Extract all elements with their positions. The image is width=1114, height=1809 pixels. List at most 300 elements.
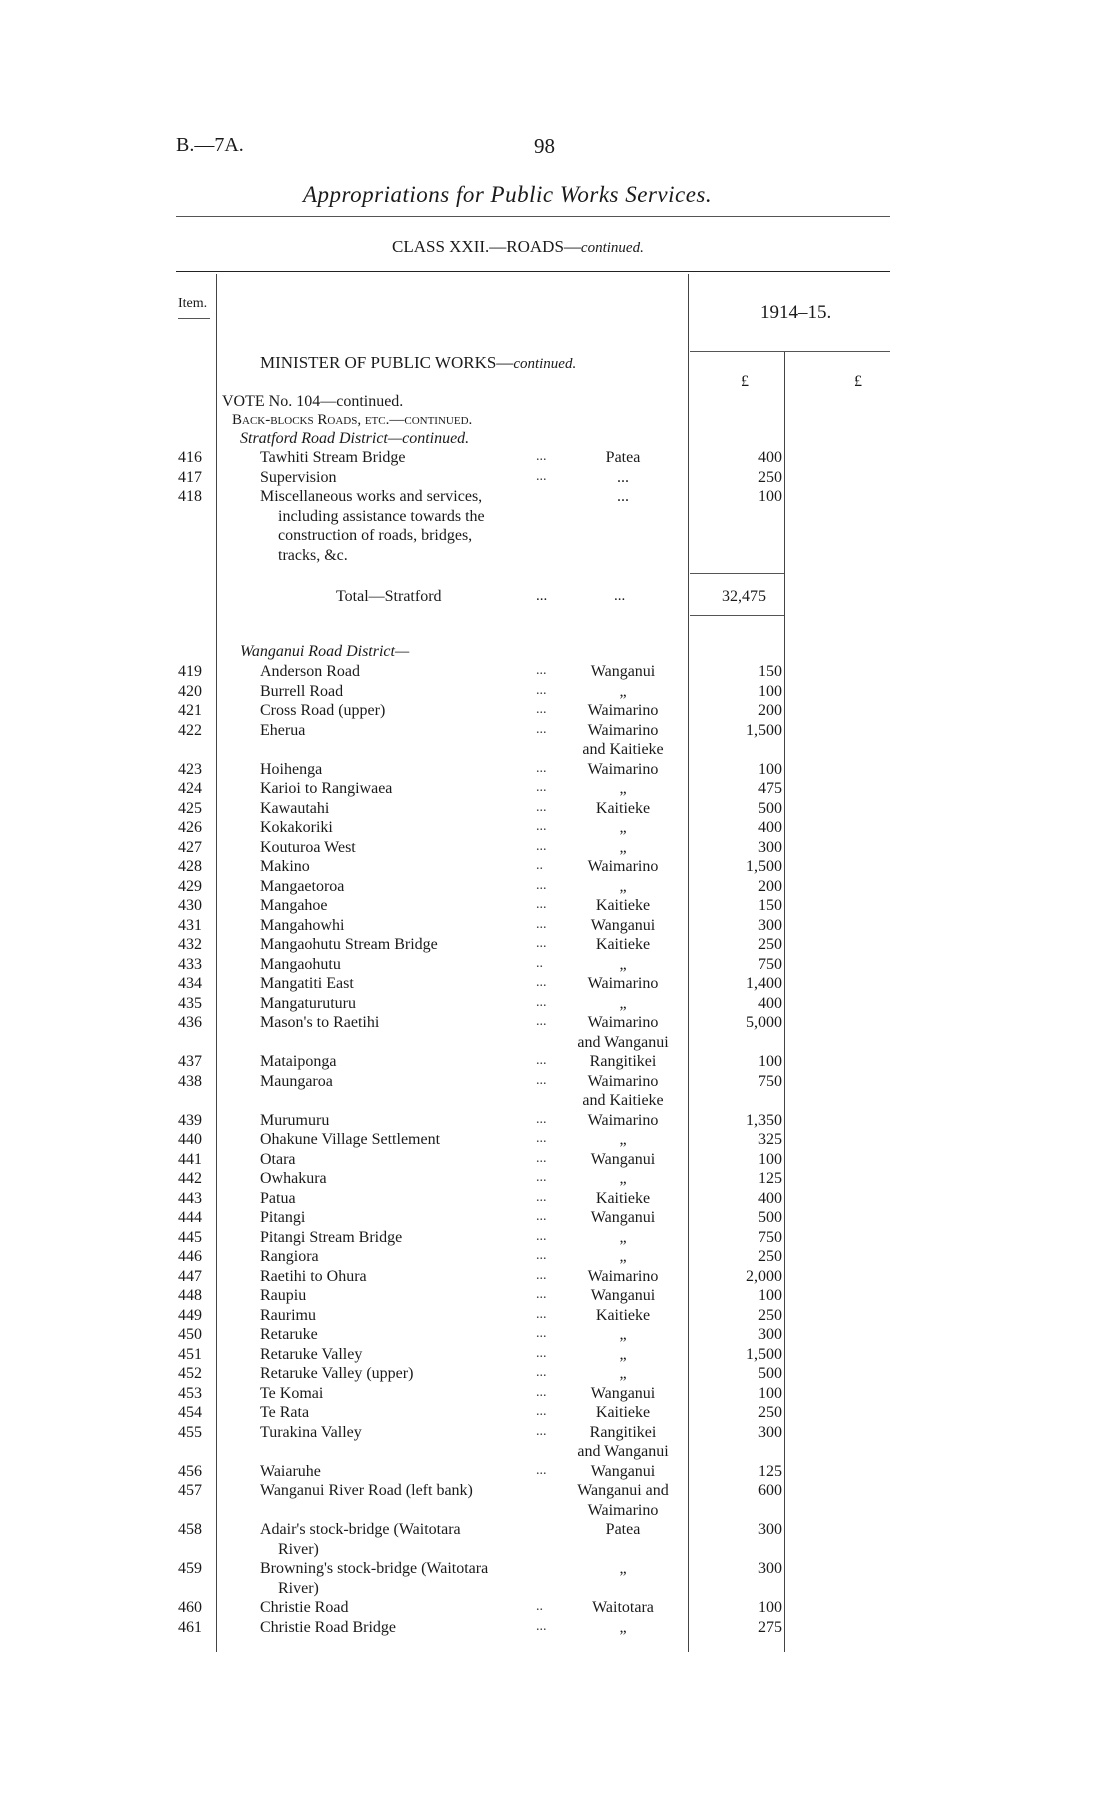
item-amount: 475 [758,780,782,797]
item-number: 446 [178,1248,202,1265]
item-amount: 1,500 [746,721,782,739]
item-description: Retaruke Valley (upper) [260,1365,414,1382]
item-description: Kokakoriki [260,819,333,836]
leader-dots: ... [536,916,547,932]
item-description: Supervision [260,468,337,486]
item-number: 461 [178,1618,202,1636]
item-amount: 100 [758,682,782,700]
leader-dots: ... [536,936,547,951]
year-subrule [690,351,890,352]
leader-dots: ... [536,1306,547,1322]
item-district: „ [619,780,627,797]
item-district: Rangitikei [589,1053,657,1070]
leader-dots: ... [536,682,547,698]
item-number: 421 [178,702,202,719]
table-row [0,488,1114,566]
leader-dots: ... [536,799,547,815]
item-number: 423 [178,760,202,778]
item-amount: 275 [758,1618,782,1636]
item-number: 419 [178,663,202,680]
leader-dots: ... [536,1111,547,1127]
title-rule [176,216,890,217]
item-district: „ [619,994,627,1012]
item-district: Waimarino [587,1072,659,1090]
leader-dots: ... [536,702,547,717]
leader-dots: ... [536,1326,547,1341]
table-row [0,1365,1114,1385]
item-number: 433 [178,955,202,973]
item-amount: 100 [758,1053,782,1070]
item-number: 438 [178,1072,202,1090]
item-district: Patea [605,449,641,466]
item-district: Kaitieke [595,799,651,817]
item-description: Christie Road [260,1599,349,1616]
item-number: 442 [178,1170,202,1187]
wanganui-district-heading: Wanganui Road District— [240,643,410,660]
item-number: 425 [178,799,202,817]
item-amount: 300 [758,838,782,856]
item-description: Raurimu [260,1306,316,1324]
item-amount: 100 [758,1384,782,1402]
item-amount: 100 [758,760,782,778]
table-row [0,1307,1114,1327]
leader-dots: ... [536,1131,547,1146]
leader-dots: ... [536,877,547,893]
item-number: 451 [178,1345,202,1363]
item-district: and Kaitieke [582,741,664,758]
item-district: Kaitieke [595,936,651,953]
item-amount: 400 [758,994,782,1012]
table-row [0,878,1114,898]
item-amount: 500 [758,1365,782,1382]
item-description: Te Rata [260,1404,310,1421]
item-number: 416 [178,449,202,466]
leader-dots: ... [536,819,547,834]
item-district: Wanganui [590,1287,656,1304]
item-amount: 100 [758,1287,782,1304]
table-row [0,1131,1114,1151]
item-district: Waimarino [587,1014,659,1031]
item-number: 458 [178,1521,202,1538]
item-number: 450 [178,1326,202,1343]
item-number: 437 [178,1053,202,1070]
item-description: Turakina Valley [260,1423,362,1441]
leader-dots: .. [536,1599,543,1614]
item-description: River) [278,1579,319,1597]
item-district: „ [619,1170,627,1187]
class-title: CLASS XXII.—ROADS—continued. [392,237,644,256]
table-row [0,1560,1114,1599]
year-header: 1914–15. [760,302,832,323]
item-district: Wanganui [590,1150,656,1168]
leader-dots: ... [536,780,547,795]
item-district: Kaitieke [595,1306,651,1324]
table-row [0,1053,1114,1073]
item-description: Maungaroa [260,1072,333,1090]
table-row [0,1268,1114,1288]
leader-dots: ... [536,1228,547,1244]
item-district: „ [619,1248,627,1265]
document-reference: B.—7A. [176,134,244,156]
item-amount: 300 [758,1560,782,1577]
item-number: 455 [178,1423,202,1441]
leader-dots: ... [536,1423,547,1439]
item-district: „ [619,682,627,700]
table-row [0,449,1114,469]
item-district: „ [619,1618,627,1636]
item-number: 431 [178,916,202,934]
table-row [0,1404,1114,1424]
item-number: 439 [178,1111,202,1129]
item-district: Waimarino [587,1111,659,1129]
stratford-district-heading: Stratford Road District—continued. [240,430,470,447]
item-description: Burrell Road [260,682,344,700]
item-description: Anderson Road [260,663,360,680]
item-number: 430 [178,897,202,914]
item-number: 426 [178,819,202,836]
item-description: Te Komai [260,1384,324,1402]
leader-dots: ... [536,897,547,912]
table-row [0,1326,1114,1346]
item-amount: 250 [758,936,782,953]
leader-dots: ... [536,1248,547,1263]
item-district: „ [619,955,627,973]
item-amount: 500 [758,799,782,817]
item-description: Cross Road (upper) [260,702,386,719]
item-column-header: Item. [178,296,208,311]
item-description: Waiaruhe [260,1462,321,1480]
leader-dots: ... [536,760,547,776]
item-amount: 325 [758,1131,782,1148]
item-district: Wanganui [590,916,656,934]
item-district: „ [619,838,627,856]
item-number: 427 [178,838,202,856]
leader-dots: ... [536,975,547,990]
item-number: 422 [178,721,202,739]
item-description: Browning's stock-bridge (Waitotara [260,1560,489,1577]
item-amount: 600 [758,1482,782,1499]
item-description: Rangiora [260,1248,319,1265]
table-row [0,1287,1114,1307]
item-description: Mangaturuturu [260,994,356,1012]
table-row [0,1014,1114,1053]
table-row [0,1521,1114,1560]
table-row [0,819,1114,839]
item-district: and Kaitieke [582,1092,664,1109]
item-district: „ [619,1131,627,1148]
item-description: Murumuru [260,1111,330,1129]
leader-dots: ... [536,1150,547,1166]
item-description: Owhakura [260,1170,327,1187]
item-amount: 750 [758,1072,782,1090]
item-number: 434 [178,975,202,992]
item-number: 460 [178,1599,202,1616]
table-row [0,995,1114,1015]
item-number: 417 [178,468,202,486]
item-description: Makino [260,858,310,875]
table-row [0,1346,1114,1366]
leader-dots: ... [614,588,626,604]
total-value: 32,475 [722,588,766,605]
item-number: 440 [178,1131,202,1148]
item-district: ... [617,488,629,505]
item-district: „ [619,1365,627,1382]
item-district: „ [619,1560,627,1577]
item-amount: 1,500 [746,858,782,875]
table-row [0,858,1114,878]
item-description: Hoihenga [260,760,323,778]
item-description: Adair's stock-bridge (Waitotara [260,1521,461,1538]
item-district: „ [619,819,627,836]
item-number: 453 [178,1384,202,1402]
item-description: Christie Road Bridge [260,1618,396,1636]
item-number: 443 [178,1189,202,1207]
item-description: Mason's to Raetihi [260,1014,380,1031]
total-bottom-rule [690,615,784,616]
item-district: Kaitieke [595,897,651,914]
item-amount: 250 [758,1248,782,1265]
item-number: 428 [178,858,202,875]
backblocks-heading: Back-blocks Roads, etc.—continued. [232,412,473,428]
item-district: „ [619,1326,627,1343]
item-header-underline [178,318,210,319]
item-description: tracks, &c. [278,546,348,564]
item-number: 459 [178,1560,202,1577]
item-amount: 5,000 [746,1014,782,1031]
item-district: ... [617,468,629,486]
item-district: Patea [605,1521,641,1538]
table-row [0,897,1114,917]
item-number: 445 [178,1228,202,1246]
table-row [0,702,1114,722]
leader-dots: ... [536,994,547,1010]
item-description: Raetihi to Ohura [260,1267,367,1285]
item-amount: 100 [758,1150,782,1168]
item-amount: 500 [758,1209,782,1226]
item-amount: 125 [758,1462,782,1480]
item-amount: 250 [758,468,782,486]
item-number: 420 [178,682,202,700]
leader-dots: ... [536,721,547,737]
item-description: Retaruke Valley [260,1345,363,1363]
item-description: Mangatiti East [260,975,354,992]
item-number: 424 [178,780,202,797]
leader-dots: .. [536,858,543,873]
item-description: Kouturoa West [260,838,356,856]
vote-heading: VOTE No. 104—continued. [222,393,404,410]
leader-dots: ... [536,1170,547,1185]
item-number: 457 [178,1482,202,1499]
table-row [0,1463,1114,1483]
item-description: Pitangi [260,1209,306,1226]
item-district: Wanganui [590,1384,656,1402]
item-district: Waimarino [587,858,659,875]
item-amount: 300 [758,916,782,934]
item-district: Waimarino [587,721,659,739]
leader-dots: ... [536,838,547,854]
item-amount: 400 [758,1189,782,1207]
table-row [0,1424,1114,1463]
leader-dots: ... [536,1345,547,1361]
item-number: 432 [178,936,202,953]
table-row [0,1170,1114,1190]
item-description: Mangahowhi [260,916,345,934]
item-description: Mataiponga [260,1053,337,1070]
leader-dots: ... [536,1267,547,1283]
item-district: and Wanganui [577,1443,669,1460]
item-district: Waimarino [587,760,659,778]
table-row [0,975,1114,995]
item-description: Wanganui River Road (left bank) [260,1482,473,1499]
table-row [0,1151,1114,1171]
table-row [0,1229,1114,1249]
item-description: Ohakune Village Settlement [260,1131,441,1148]
table-row [0,1599,1114,1619]
item-district: Waimarino [587,1501,659,1519]
page-number: 98 [534,134,555,158]
item-number: 456 [178,1462,202,1480]
item-description: construction of roads, bridges, [278,527,473,544]
leader-dots: ... [536,449,547,464]
item-number: 444 [178,1209,202,1226]
leader-dots: ... [536,468,547,484]
leader-dots: ... [536,1189,547,1205]
item-district: Kaitieke [595,1404,651,1421]
item-amount: 125 [758,1170,782,1187]
item-amount: 150 [758,663,782,680]
minister-heading: MINISTER OF PUBLIC WORKS—continued. [260,353,577,372]
table-row [0,1112,1114,1132]
leader-dots: .. [536,955,543,971]
item-amount: 300 [758,1326,782,1343]
item-amount: 100 [758,488,782,505]
item-description: Mangahoe [260,897,328,914]
item-number: 448 [178,1287,202,1304]
item-district: Waimarino [587,1267,659,1285]
item-amount: 100 [758,1599,782,1616]
item-amount: 300 [758,1521,782,1538]
item-description: Kawautahi [260,799,330,817]
table-row [0,956,1114,976]
table-row [0,800,1114,820]
leader-dots: ... [536,1072,547,1088]
item-district: Wanganui [590,1209,656,1226]
item-district: and Wanganui [577,1033,669,1051]
item-district: „ [619,1228,627,1246]
table-row [0,1248,1114,1268]
item-district: „ [619,877,627,895]
leader-dots: ... [536,1384,547,1400]
table-row [0,469,1114,489]
currency-symbol: £ [741,373,749,390]
item-description: Karioi to Rangiwaea [260,780,393,797]
table-row [0,839,1114,859]
table-top-rule [176,271,890,272]
total-label: Total—Stratford [336,588,442,605]
table-row [0,683,1114,703]
item-description: Mangaetoroa [260,877,345,895]
item-number: 441 [178,1150,202,1168]
table-row [0,1619,1114,1639]
total-rule [690,573,784,574]
item-district: Waitotara [592,1599,654,1616]
item-number: 454 [178,1404,202,1421]
item-amount: 2,000 [746,1267,782,1285]
table-row [0,1190,1114,1210]
item-description: Patua [260,1189,296,1207]
item-district: „ [619,1345,627,1363]
leader-dots: ... [536,663,547,678]
leader-dots: ... [536,588,548,604]
item-district: Rangitikei [589,1423,657,1441]
leader-dots: ... [536,1053,547,1068]
item-number: 449 [178,1306,202,1324]
item-description: Mangaohutu [260,955,341,973]
table-row [0,1209,1114,1229]
table-row [0,780,1114,800]
item-district: Waimarino [587,702,659,719]
item-district: Wanganui and [577,1482,669,1499]
item-district: Kaitieke [595,1189,651,1207]
item-description: Miscellaneous works and services, [260,488,483,505]
table-row [0,917,1114,937]
leader-dots: ... [536,1209,547,1224]
item-amount: 1,350 [746,1111,782,1129]
leader-dots: ... [536,1365,547,1380]
item-amount: 150 [758,897,782,914]
item-amount: 300 [758,1423,782,1441]
table-row [0,761,1114,781]
table-row [0,663,1114,683]
item-district: Wanganui [590,1462,656,1480]
item-description: including assistance towards the [278,507,485,525]
item-description: Pitangi Stream Bridge [260,1228,403,1246]
item-description: Tawhiti Stream Bridge [260,449,406,466]
item-amount: 200 [758,877,782,895]
item-number: 429 [178,877,202,895]
item-description: River) [278,1540,319,1558]
item-description: Raupiu [260,1287,307,1304]
item-description: Eherua [260,721,306,739]
item-description: Otara [260,1150,296,1168]
item-amount: 200 [758,702,782,719]
item-number: 436 [178,1014,202,1031]
leader-dots: ... [536,1287,547,1302]
item-description: Retaruke [260,1326,318,1343]
item-number: 447 [178,1267,202,1285]
item-amount: 250 [758,1306,782,1324]
table-row [0,722,1114,761]
table-row [0,1073,1114,1112]
item-number: 452 [178,1365,202,1382]
table-row [0,1482,1114,1521]
item-amount: 1,400 [746,975,782,992]
table-row [0,1385,1114,1405]
item-number: 418 [178,488,202,505]
item-district: Wanganui [590,663,656,680]
item-amount: 400 [758,449,782,466]
item-amount: 400 [758,819,782,836]
item-amount: 750 [758,1228,782,1246]
item-amount: 750 [758,955,782,973]
item-number: 435 [178,994,202,1012]
item-description: Mangaohutu Stream Bridge [260,936,438,953]
item-amount: 250 [758,1404,782,1421]
page-title: Appropriations for Public Works Services. [303,182,713,207]
leader-dots: ... [536,1618,547,1634]
leader-dots: ... [536,1404,547,1419]
leader-dots: ... [536,1462,547,1478]
